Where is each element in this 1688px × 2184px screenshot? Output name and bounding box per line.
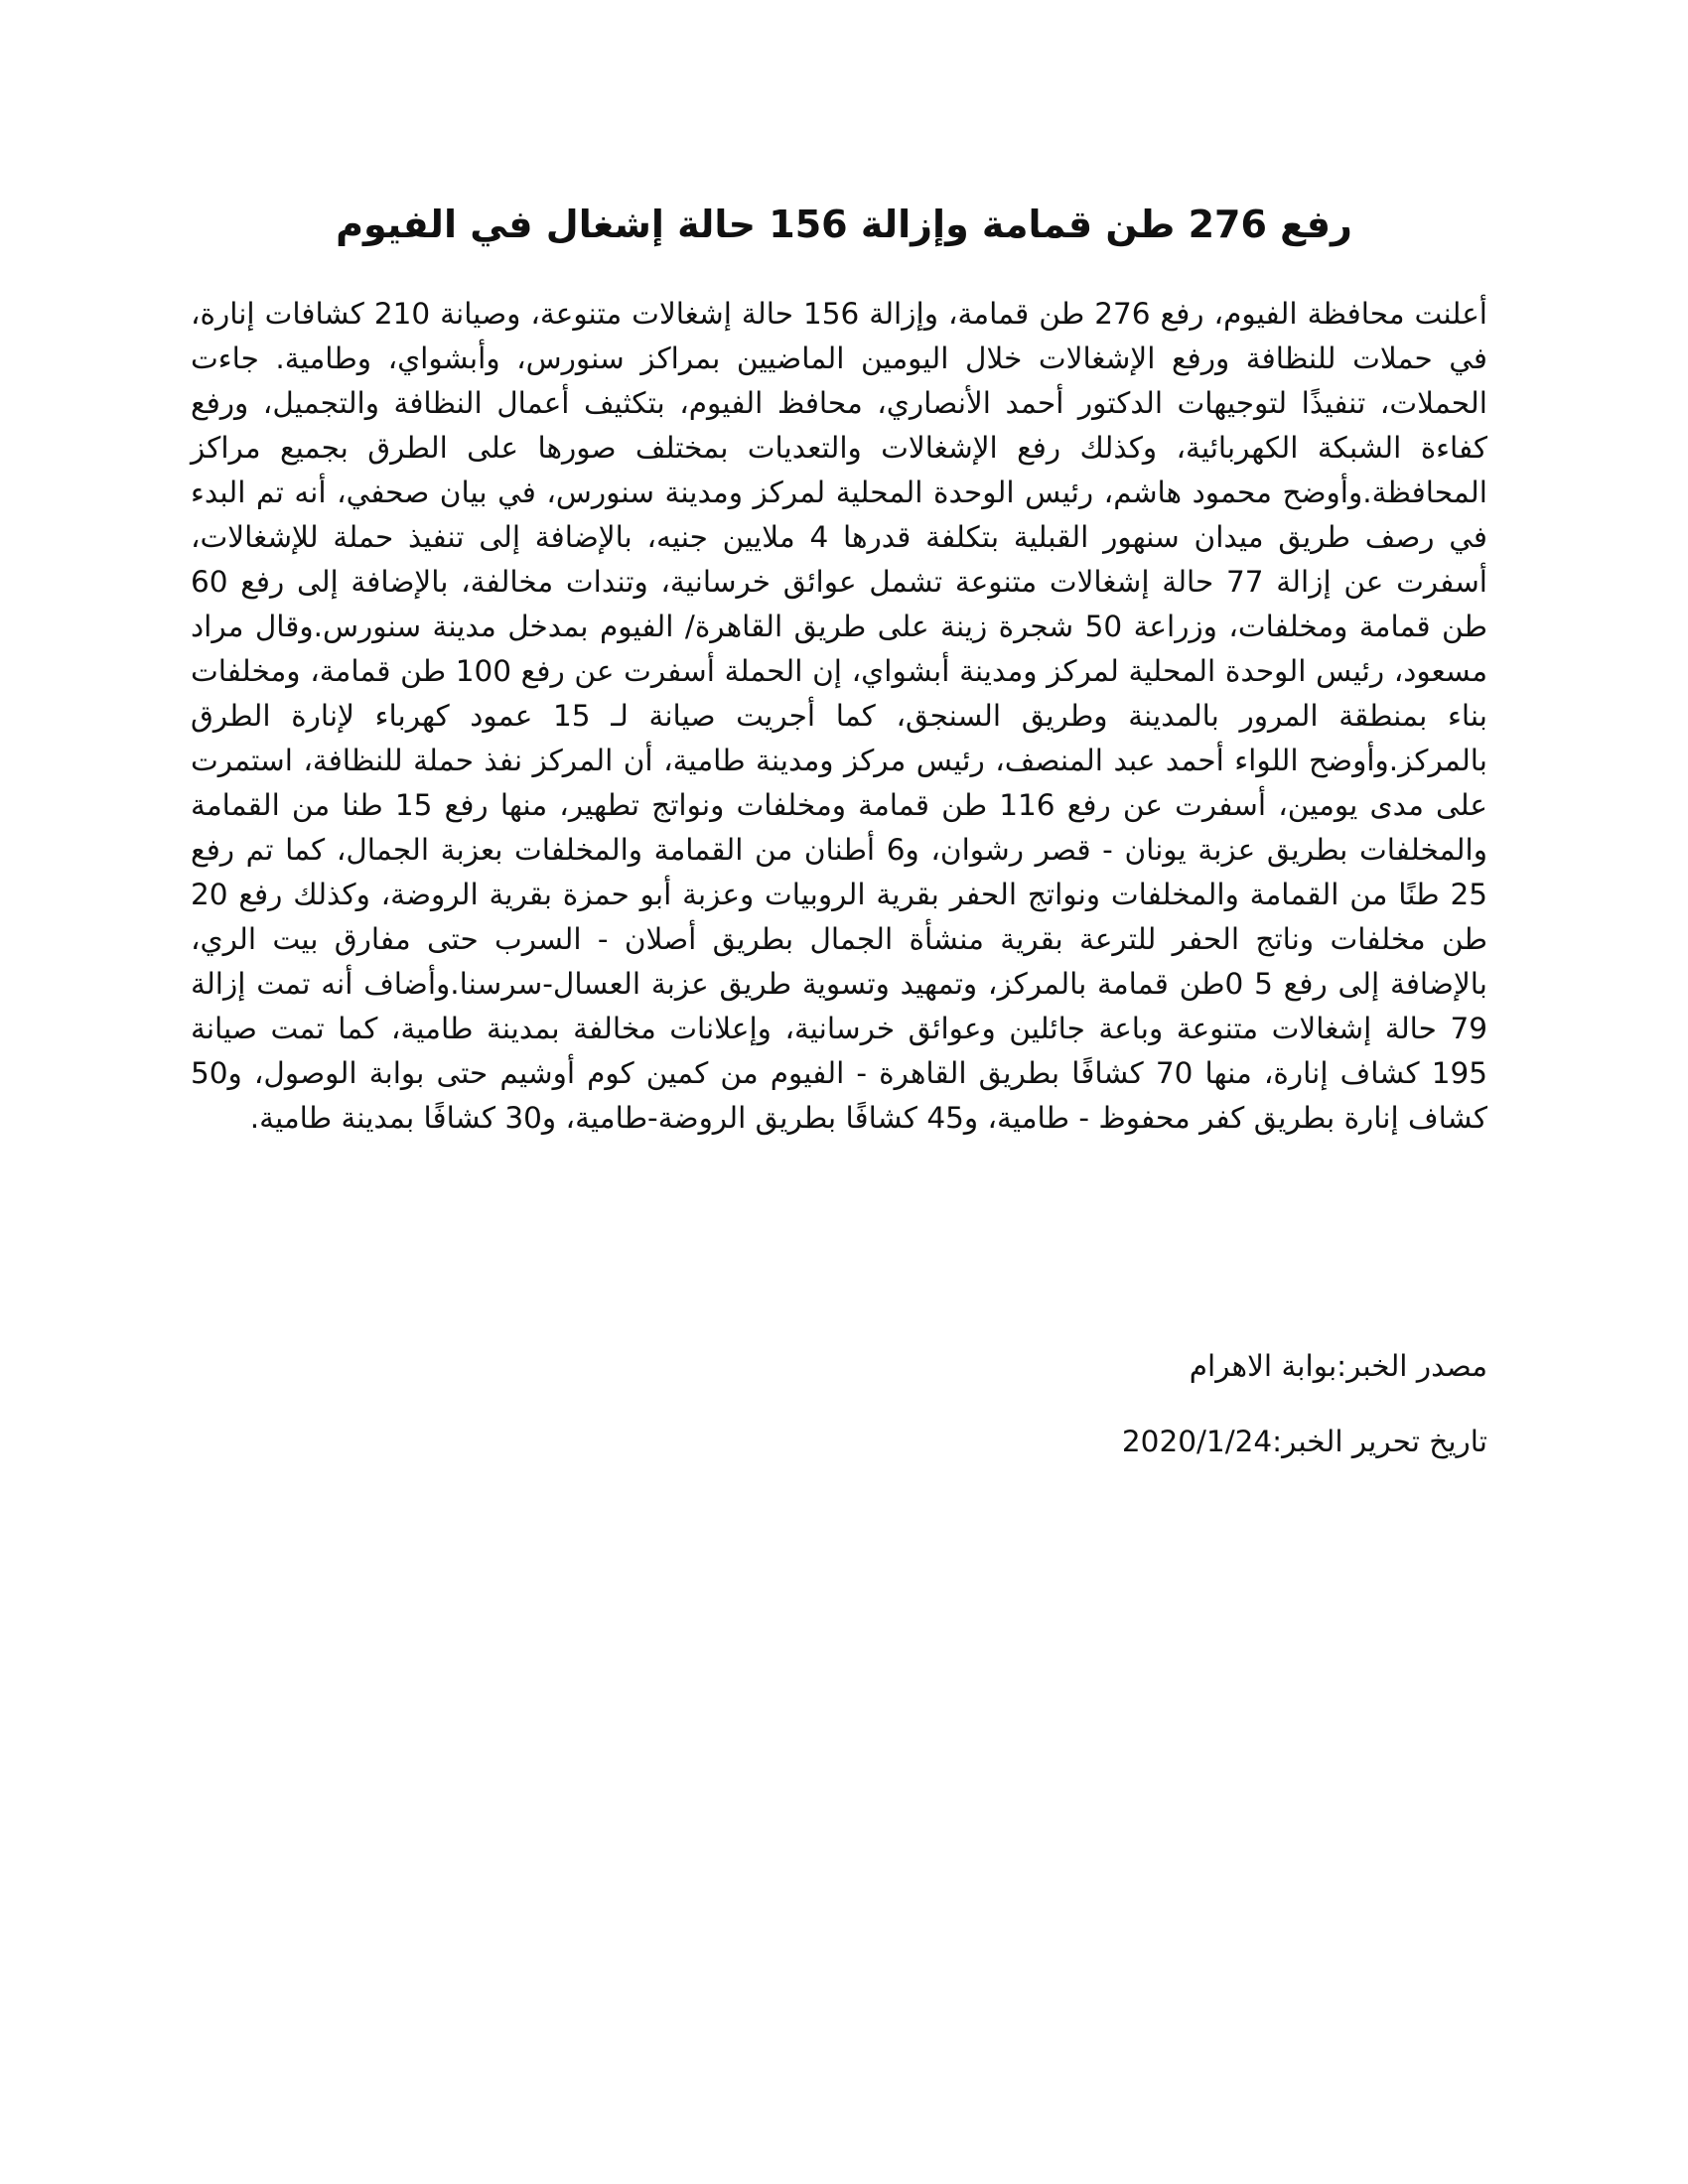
article-date: تاريخ تحرير الخبر:2020/1/24: [1121, 1425, 1487, 1458]
article-body: أعلنت محافظة الفيوم، رفع 276 طن قمامة، وإزالة 156 حالة إشغالات متنوعة، وصيانة 210 كشافات إنارة، في حملات للنظافة ورفع الإشغالات خلال اليومين الماضيين بمراكز سنورس، وأبشواي، وطامية. جاءت الحملات، تنفيذًا لتوجيهات الدكتور أحمد الأنصاري، محافظ الفيوم، بتكثيف أعمال النظافة والتجميل، ورفع كفاءة الشبكة الكهربائية، وكذلك رفع الإشغالات والتعديات بمختلف صورها على الطرق بجميع مراكز المحافظة.وأوضح محمود هاشم، رئيس الوحدة المحلية لمركز ومدينة سنورس، في بيان صحفي، أنه تم البدء في رصف طريق ميدان سنهور القبلية بتكلفة قدرها 4 ملايين جنيه، بالإضافة إلى تنفيذ حملة للإشغالات، أسفرت عن إزالة 77 حالة إشغالات متنوعة تشمل عوائق خرسانية، وتندات مخالفة، بالإضافة إلى رفع 60 طن قمامة ومخلفات، وزراعة 50 شجرة زينة على طريق القاهرة/ الفيوم بمدخل مدينة سنورس.وقال مراد مسعود، رئيس الوحدة المحلية لمركز ومدينة أبشواي، إن الحملة أسفرت عن رفع 100 طن قمامة، ومخلفات بناء بمنطقة المرور بالمدينة وطريق السنجق، كما أجريت صيانة لـ 15 عمود كهرباء لإنارة الطرق بالمركز.وأوضح اللواء أحمد عبد المنصف، رئيس مركز ومدينة طامية، أن المركز نفذ حملة للنظافة، استمرت على مدى يومين، أسفرت عن رفع 116 طن قمامة ومخلفات ونواتج تطهير، منها رفع 15 طنا من القمامة والمخلفات بطريق عزبة يونان - قصر رشوان، و6 أطنان من القمامة والمخلفات بعزبة الجمال، كما تم رفع 25 طنًا من القمامة والمخلفات ونواتج الحفر بقرية الروبيات وعزبة أبو حمزة بقرية الروضة، وكذلك رفع 20 طن مخلفات وناتج الحفر للترعة بقرية منشأة الجمال بطريق أصلان - السرب حتى مفارق بيت الري، بالإضافة إلى رفع 5 0طن قمامة بالمركز، وتمهيد وتسوية طريق عزبة العسال-سرسنا.وأضاف أنه تمت إزالة 79 حالة إشغالات متنوعة وباعة جائلين وعوائق خرسانية، وإعلانات مخالفة بمدينة طامية، كما تمت صيانة 195 كشاف إنارة، منها 70 كشافًا بطريق القاهرة - الفيوم من كمين كوم أوشيم حتى بوابة الوصول، و50 كشاف إنارة بطريق كفر محفوظ - طامية، و45 كشافًا بطريق الروضة-طامية، و30 كشافًا بمدينة طامية.: [191, 297, 1488, 1135]
article-title: رفع 276 طن قمامة وإزالة 156 حالة إشغال في الفيوم: [336, 203, 1352, 246]
article-source: مصدر الخبر:بوابة الاهرام: [1189, 1349, 1487, 1383]
